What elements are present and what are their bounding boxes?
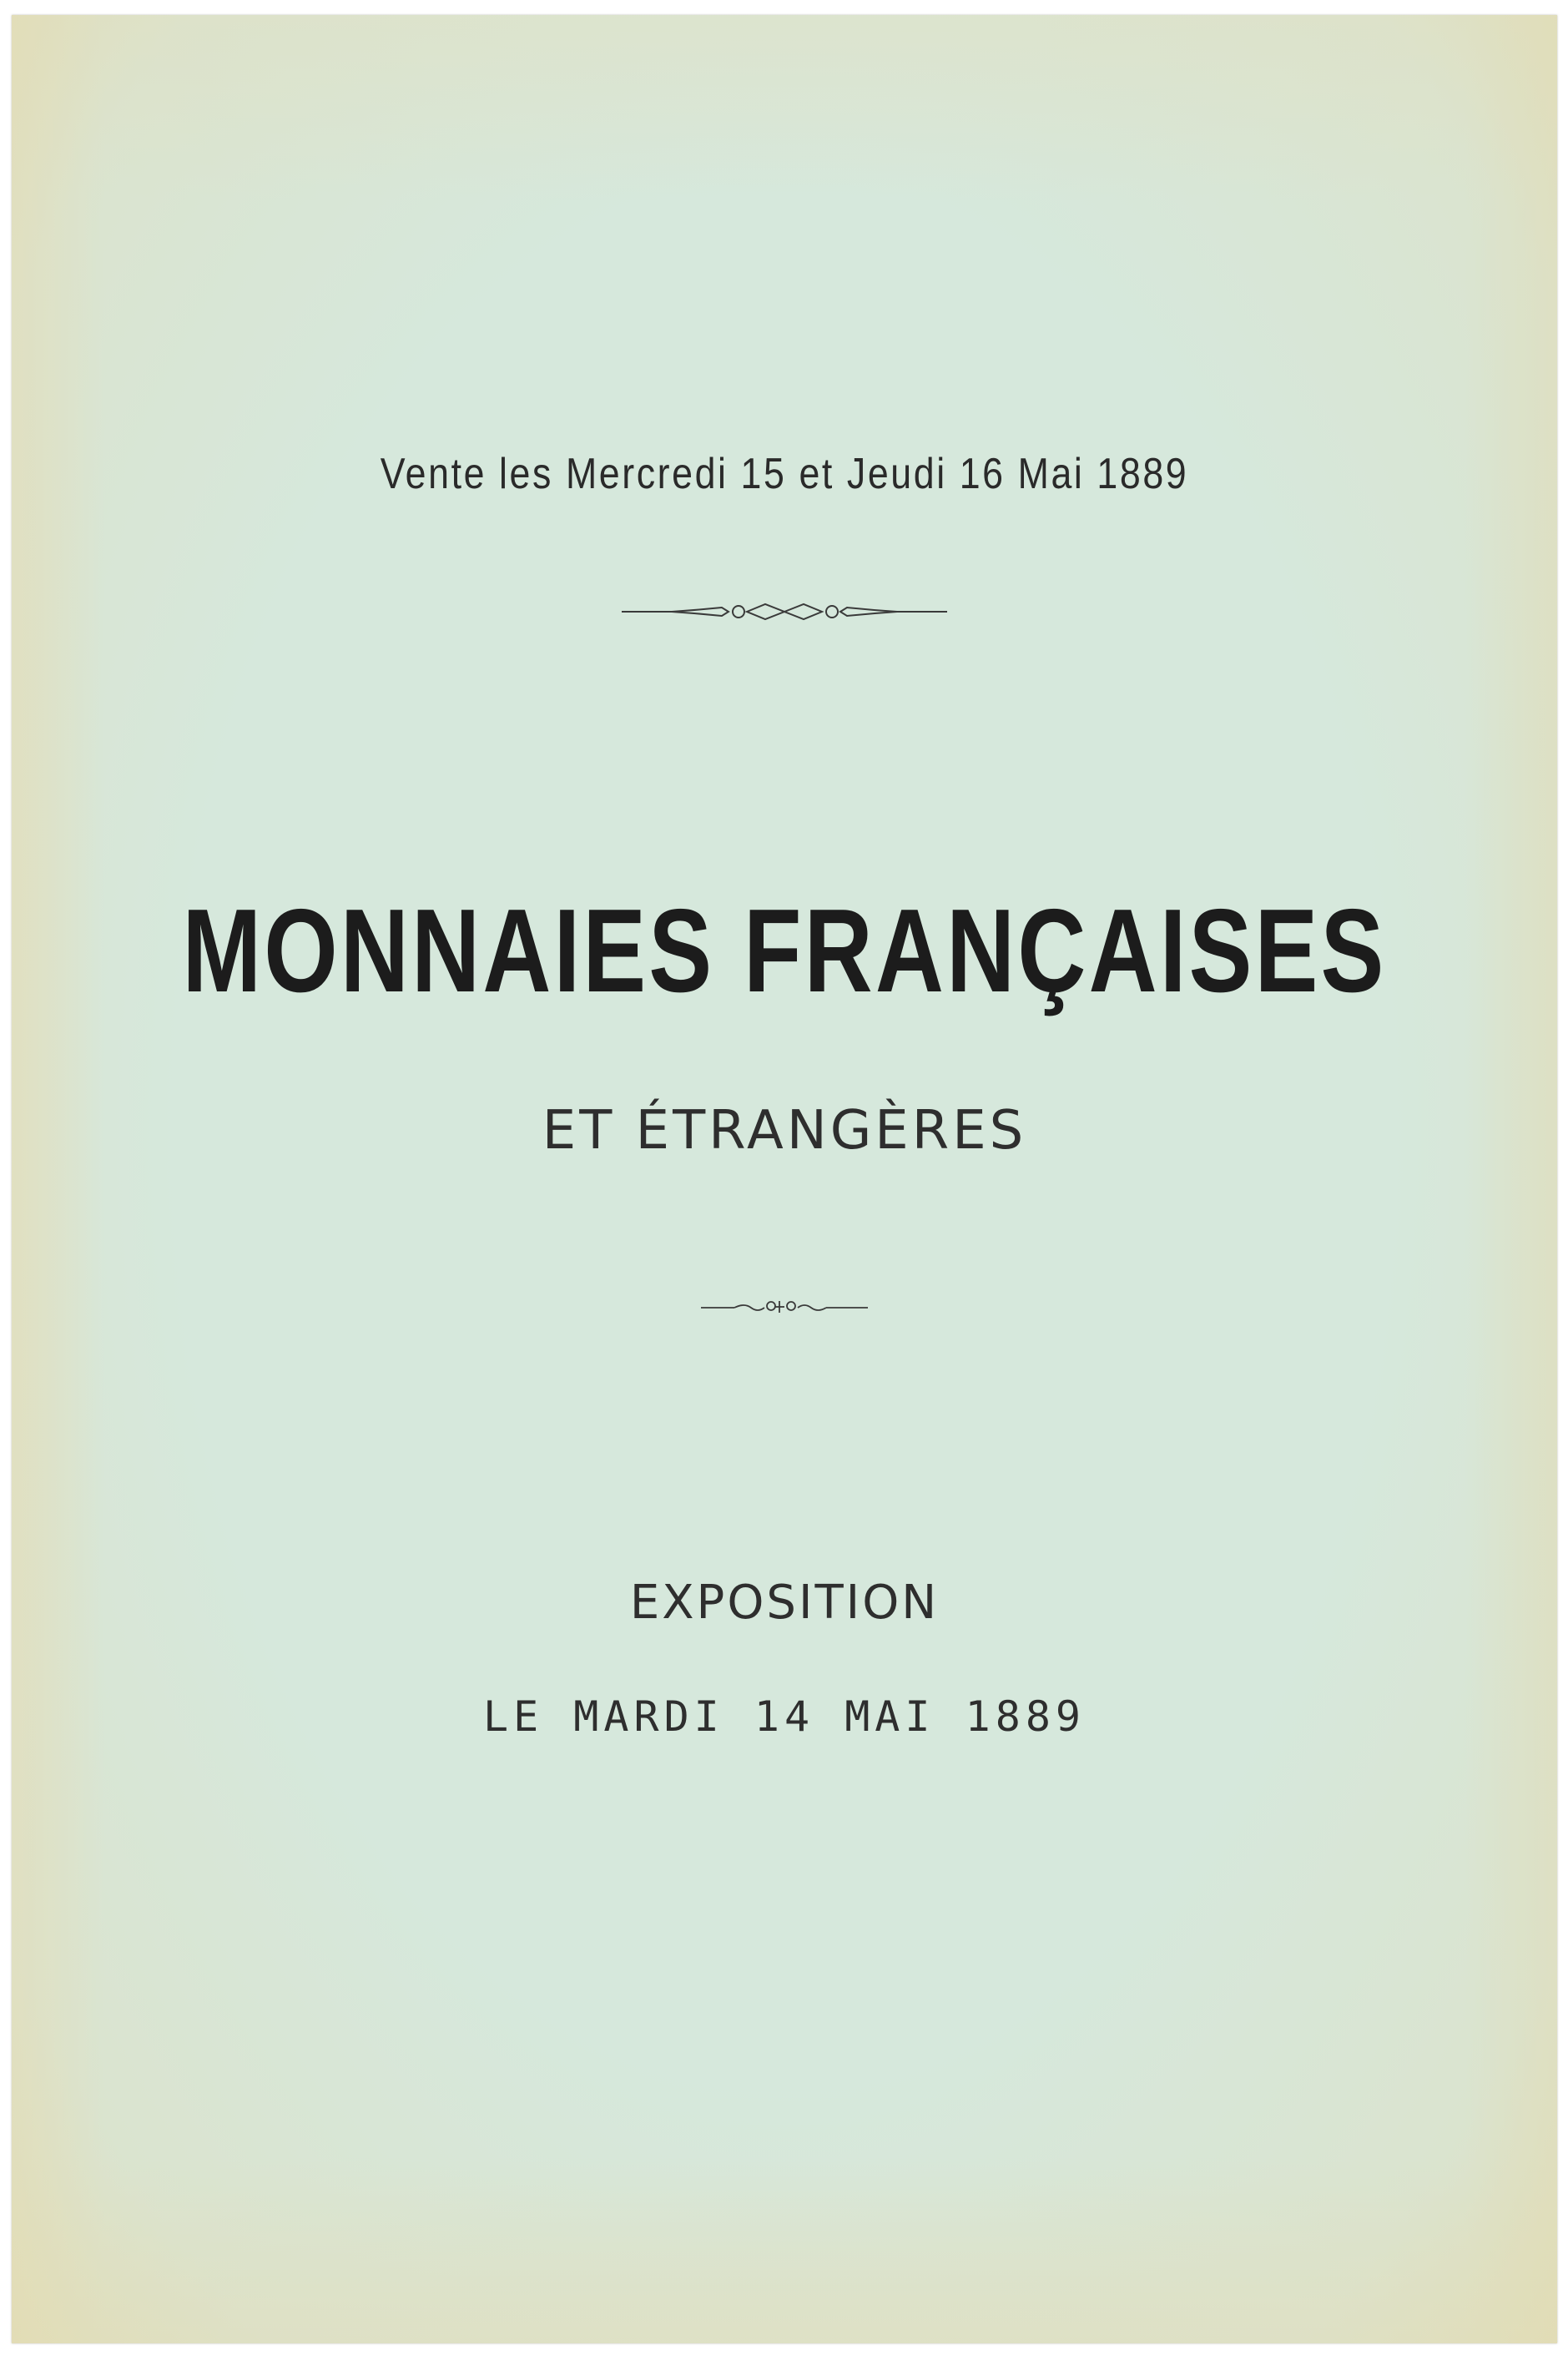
main-title: MONNAIES FRANÇAISES xyxy=(182,885,1387,1017)
exposition-date: LE MARDI 14 MAI 1889 xyxy=(482,1692,1087,1741)
exposition-label: EXPOSITION xyxy=(629,1576,940,1630)
sale-date-line: Vente les Mercredi 15 et Jeudi 16 Mai 1889 xyxy=(380,450,1189,498)
diamond-rule-ornament xyxy=(12,599,1557,624)
flourish-rule-ornament xyxy=(12,1296,1557,1318)
catalogue-cover xyxy=(12,15,1557,2343)
diamond-rule-ornament-graphic xyxy=(622,599,947,624)
subtitle: ET ÉTRANGÈRES xyxy=(542,1100,1027,1162)
flourish-rule-ornament-graphic xyxy=(701,1296,868,1318)
